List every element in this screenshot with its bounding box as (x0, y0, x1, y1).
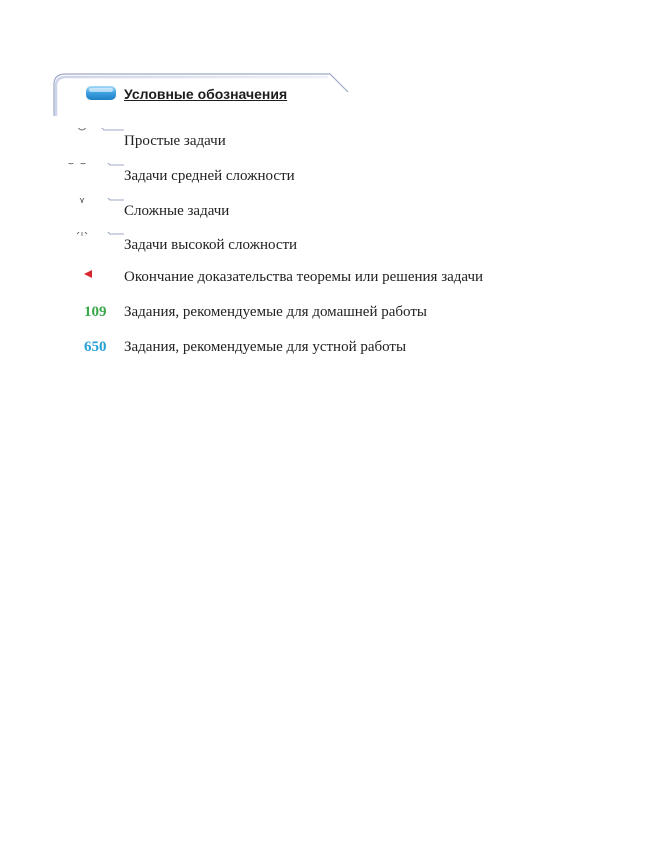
legend-label-very-hard: Задачи высокой сложности (124, 237, 298, 253)
legend-label-medium: Задачи средней сложности (124, 168, 295, 184)
legend-row-simple (0, 128, 650, 152)
double-circle-icon (0, 163, 650, 187)
homework-number: 109 (84, 304, 107, 320)
legend-row-homework (0, 301, 650, 325)
legend-row-hard (0, 198, 650, 222)
legend-label-homework: Задания, рекомендуемые для домашней работы (124, 304, 427, 320)
legend-label-hard: Сложные задачи (124, 203, 230, 219)
legend-row-oral (0, 336, 650, 360)
legend-label-simple: Простые задачи (124, 133, 226, 149)
legend-row-very-hard (0, 232, 650, 256)
legend-row-end-of-proof (0, 266, 650, 290)
star-icon (0, 198, 650, 222)
oral-number: 650 (84, 339, 107, 355)
legend-row-medium (0, 163, 650, 187)
circle-icon (0, 128, 650, 152)
page-title: Условные обозначения (124, 86, 288, 102)
asterisk-icon (0, 232, 650, 256)
legend-label-oral: Задания, рекомендуемые для устной работы (124, 339, 407, 355)
legend-label-end-of-proof: Окончание доказательства теоремы или решения задачи (124, 269, 484, 285)
